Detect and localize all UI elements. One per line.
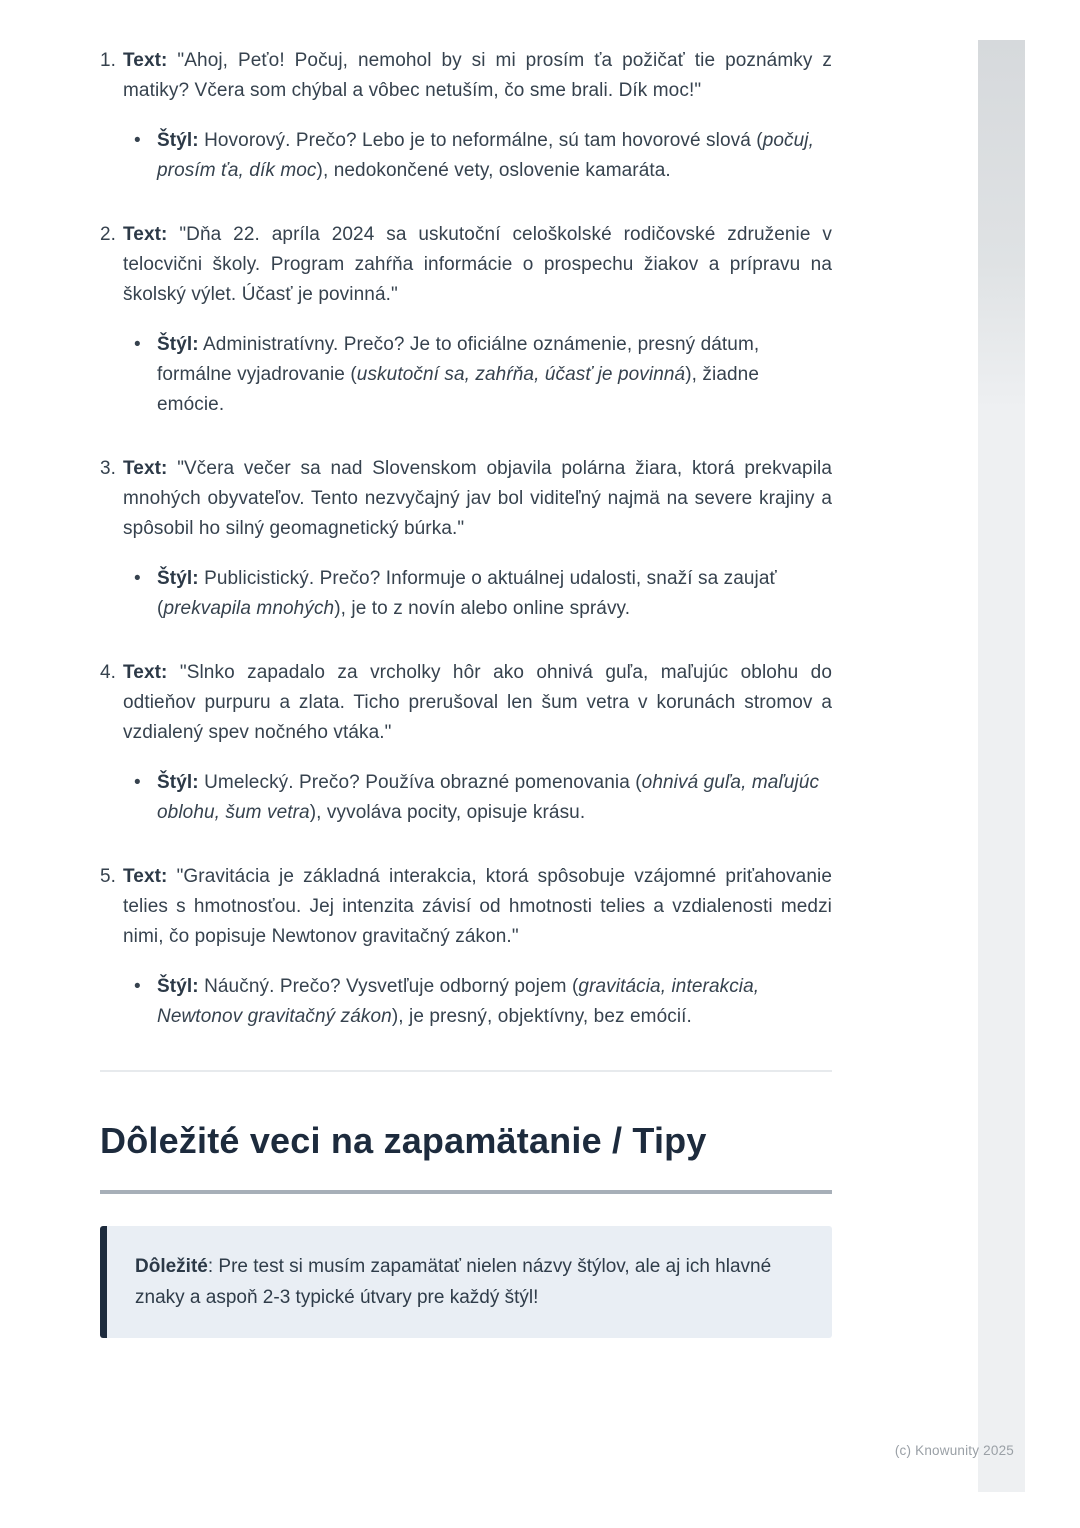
bullet-item bbox=[134, 564, 832, 624]
bullet-icon: • bbox=[134, 772, 141, 793]
bullet-icon: • bbox=[134, 130, 141, 151]
example-text: Text: "Včera večer sa nad Slovenskom objavila polárna žiara, ktorá prekvapila mnohých obyvateľov. Tento nezvyčajný jav bol viditeľný najmä na severe krajiny a spôsobil ho silný geomagnetický búrka." bbox=[123, 458, 832, 539]
list-number: 3. bbox=[100, 458, 117, 479]
bullet-icon: • bbox=[134, 334, 141, 355]
style-bullets bbox=[123, 330, 832, 420]
style-text: Štýl: Publicistický. Prečo? Informuje o aktuálnej udalosti, snaží sa zaujať (prekvapila mnohých), je to z novín alebo online správy. bbox=[157, 568, 777, 619]
style-bullets bbox=[123, 768, 832, 828]
scrollbar-thumb[interactable] bbox=[978, 40, 1025, 410]
example-text: Text: "Dňa 22. apríla 2024 sa uskutoční celoškolské rodičovské združenie v telocvični školy. Program zahŕňa informácie o prospechu žiakov a prípravu na školský výlet. Účasť je povinná." bbox=[123, 224, 832, 305]
list-item-body bbox=[123, 46, 832, 186]
heading-underline bbox=[100, 1190, 832, 1194]
list-number: 2. bbox=[100, 224, 117, 245]
list-item-body bbox=[123, 658, 832, 828]
list-number: 4. bbox=[100, 662, 117, 683]
list-item bbox=[100, 658, 832, 828]
bullet-icon: • bbox=[134, 976, 141, 997]
bullet-icon: • bbox=[134, 568, 141, 589]
section-heading: Dôležité veci na zapamätanie / Tipy bbox=[100, 1120, 707, 1161]
style-text: Štýl: Hovorový. Prečo? Lebo je to neformálne, sú tam hovorové slová (počuj, prosím ťa, dík moc), nedokončené vety, oslovenie kamaráta. bbox=[157, 130, 815, 181]
list-item-body bbox=[123, 862, 832, 1032]
style-bullets bbox=[123, 972, 832, 1032]
scrollbar-track[interactable] bbox=[978, 40, 1025, 1492]
list-item bbox=[100, 220, 832, 420]
style-text: Štýl: Náučný. Prečo? Vysvetľuje odborný pojem (gravitácia, interakcia, Newtonov gravitačný zákon), je presný, objektívny, bez emócií. bbox=[157, 976, 760, 1027]
style-bullets bbox=[123, 126, 832, 186]
example-text: Text: "Gravitácia je základná interakcia, ktorá spôsobuje vzájomné priťahovanie telies s hmotnosťou. Jej intenzita závisí od hmotnosti telies a vzdialenosti medzi nimi, čo popisuje Newtonov gravitačný zákon." bbox=[123, 866, 832, 947]
list-number: 1. bbox=[100, 50, 117, 71]
bullet-item bbox=[134, 768, 832, 828]
list-item-body bbox=[123, 220, 832, 420]
bullet-item bbox=[134, 972, 832, 1032]
section-divider bbox=[100, 1070, 832, 1072]
example-text: Text: "Slnko zapadalo za vrcholky hôr ako ohnivá guľa, maľujúc oblohu do odtieňov purpuru a zlata. Ticho prerušoval len šum vetra v korunách stromov a vzdialený spev nočného vtáka." bbox=[123, 662, 832, 743]
style-text: Štýl: Administratívny. Prečo? Je to oficiálne oznámenie, presný dátum, formálne vyjadrovanie (uskutoční sa, zahŕňa, účasť je povinná), žiadne emócie. bbox=[157, 334, 760, 415]
example-text: Text: "Ahoj, Peťo! Počuj, nemohol by si mi prosím ťa požičať tie poznámky z matiky? Včera som chýbal a vôbec netuším, čo sme brali. Dík moc!" bbox=[123, 50, 832, 101]
important-callout bbox=[100, 1226, 832, 1338]
document-content bbox=[100, 46, 832, 1338]
style-text: Štýl: Umelecký. Prečo? Používa obrazné pomenovania (ohnivá guľa, maľujúc oblohu, šum vetra), vyvoláva pocity, opisuje krásu. bbox=[157, 772, 820, 823]
list-number: 5. bbox=[100, 866, 117, 887]
list-item bbox=[100, 862, 832, 1032]
footer-credit: (c) Knowunity 2025 bbox=[894, 1443, 1014, 1458]
examples-list bbox=[100, 46, 832, 1032]
callout-text: Dôležité: Pre test si musím zapamätať nielen názvy štýlov, ale aj ich hlavné znaky a aspoň 2-3 typické útvary pre každý štýl! bbox=[135, 1256, 772, 1308]
list-item bbox=[100, 454, 832, 624]
list-item bbox=[100, 46, 832, 186]
style-bullets bbox=[123, 564, 832, 624]
list-item-body bbox=[123, 454, 832, 624]
bullet-item bbox=[134, 330, 832, 420]
bullet-item bbox=[134, 126, 832, 186]
